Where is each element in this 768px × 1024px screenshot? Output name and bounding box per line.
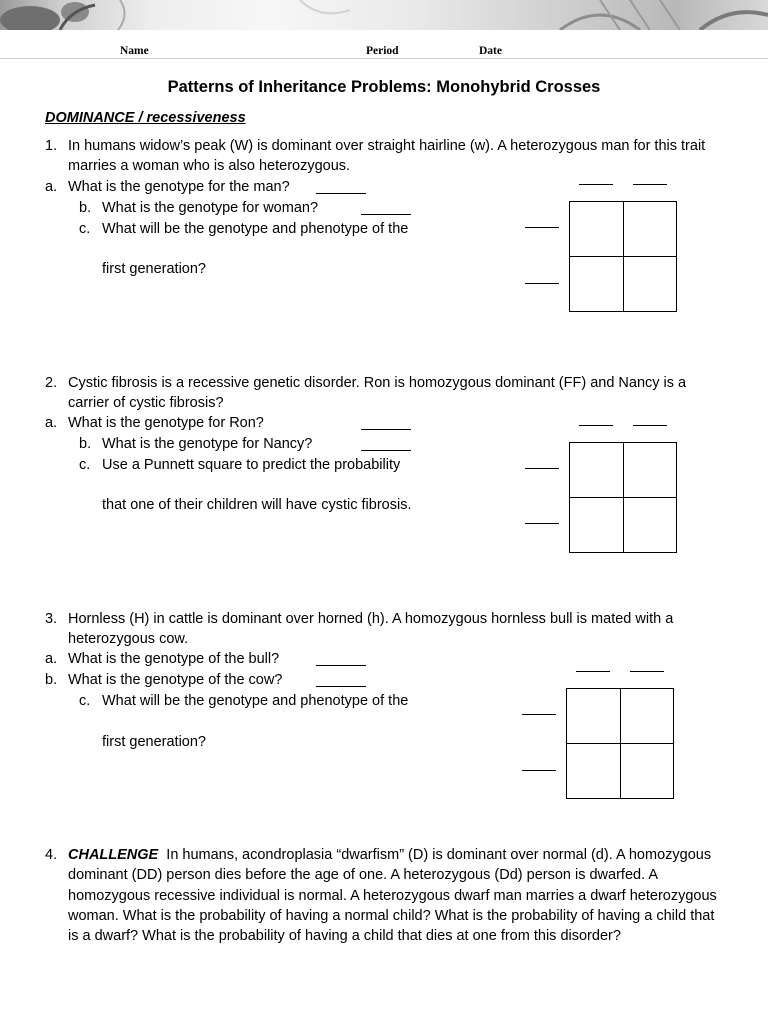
q1-text: In humans widow’s peak (W) is dominant over straight hairline (w). A heterozygous man for this trait marries a woman who is also heterozygous. — [68, 138, 706, 175]
q2-number: 2. — [45, 375, 58, 391]
q1-punnett-top-blank-2[interactable] — [633, 184, 667, 185]
q4-paragraph — [68, 845, 721, 946]
q3-text: Hornless (H) in cattle is dominant over horned (h). A homozygous hornless bull is mated with a heterozygous cow. — [68, 611, 674, 648]
q1-b-answer-blank[interactable] — [361, 214, 411, 215]
q2-b-marker: b. — [79, 436, 92, 452]
q2-a-answer-blank[interactable] — [361, 429, 411, 430]
q4-text: In humans, acondroplasia “dwarfism” (D) is dominant over normal (d). A homozygous dominant (DD) person dies before the age of one. A heterozygous (Dd) person is dwarfed. A homozygous recessive individual is normal. A heterozygous dwarf man marries a dwarf heterozygous woman. What is the probability of having a normal child? What is the probability of having a child that is a dwarf? What is the probability of having a child that dies at one from this disorder? — [68, 847, 721, 945]
q1-a-marker: a. — [45, 179, 58, 195]
q2-punnett-side-blank-2[interactable] — [525, 523, 559, 524]
q3-punnett-side-blank-1[interactable] — [522, 714, 556, 715]
q2-b-answer-blank[interactable] — [361, 450, 411, 451]
q3-a-marker: a. — [45, 651, 58, 667]
header-divider — [0, 58, 768, 59]
q2-a-marker: a. — [45, 415, 58, 431]
q3-c-text-cont: first generation? — [102, 734, 206, 750]
q1-b-text: What is the genotype for woman? — [102, 200, 319, 216]
q3-a-text: What is the genotype of the bull? — [68, 651, 280, 667]
name-label: Name — [120, 45, 149, 57]
q2-punnett-square[interactable] — [569, 442, 677, 553]
q3-punnett-top-blank-2[interactable] — [630, 671, 664, 672]
q1-b-marker: b. — [79, 200, 92, 216]
q3-number: 3. — [45, 611, 58, 627]
q2-punnett-top-blank-1[interactable] — [579, 425, 613, 426]
q2-punnett-top-blank-2[interactable] — [633, 425, 667, 426]
period-label: Period — [366, 45, 399, 57]
q1-punnett-side-blank-2[interactable] — [525, 283, 559, 284]
q1-punnett-top-blank-1[interactable] — [579, 184, 613, 185]
q2-b-text: What is the genotype for Nancy? — [102, 436, 313, 452]
q2-punnett-side-blank-1[interactable] — [525, 468, 559, 469]
q3-b-answer-blank[interactable] — [316, 686, 366, 687]
q4-number: 4. — [45, 847, 58, 863]
q2-text: Cystic fibrosis is a recessive genetic disorder. Ron is homozygous dominant (FF) and Nancy is a carrier of cystic fibrosis? — [68, 375, 687, 412]
date-label: Date — [479, 45, 502, 57]
q3-b-marker: b. — [45, 672, 58, 688]
q2-c-text-cont: that one of their children will have cystic fibrosis. — [102, 497, 412, 513]
q2-c-marker: c. — [79, 457, 91, 473]
q4-challenge-label: CHALLENGE — [68, 847, 159, 863]
q3-c-text: What will be the genotype and phenotype of the — [102, 693, 409, 709]
q3-punnett-square[interactable] — [566, 688, 674, 799]
q3-c-marker: c. — [79, 693, 91, 709]
q1-a-answer-blank[interactable] — [316, 193, 366, 194]
q3-punnett-top-blank-1[interactable] — [576, 671, 610, 672]
q3-a-answer-blank[interactable] — [316, 665, 366, 666]
header-banner-image — [0, 0, 768, 30]
q3-b-text: What is the genotype of the cow? — [68, 672, 283, 688]
q3-punnett-side-blank-2[interactable] — [522, 770, 556, 771]
section-heading: DOMINANCE / recessiveness — [45, 110, 246, 126]
q1-punnett-square[interactable] — [569, 201, 677, 312]
q1-c-text: What will be the genotype and phenotype of the — [102, 221, 409, 237]
q1-c-text-cont: first generation? — [102, 261, 206, 277]
q2-c-text: Use a Punnett square to predict the probability — [102, 457, 401, 473]
q2-a-text: What is the genotype for Ron? — [68, 415, 264, 431]
q1-punnett-side-blank-1[interactable] — [525, 227, 559, 228]
q1-c-marker: c. — [79, 221, 91, 237]
q1-number: 1. — [45, 138, 58, 154]
page-title: Patterns of Inheritance Problems: Monohybrid Crosses — [167, 78, 601, 96]
q1-a-text: What is the genotype for the man? — [68, 179, 290, 195]
